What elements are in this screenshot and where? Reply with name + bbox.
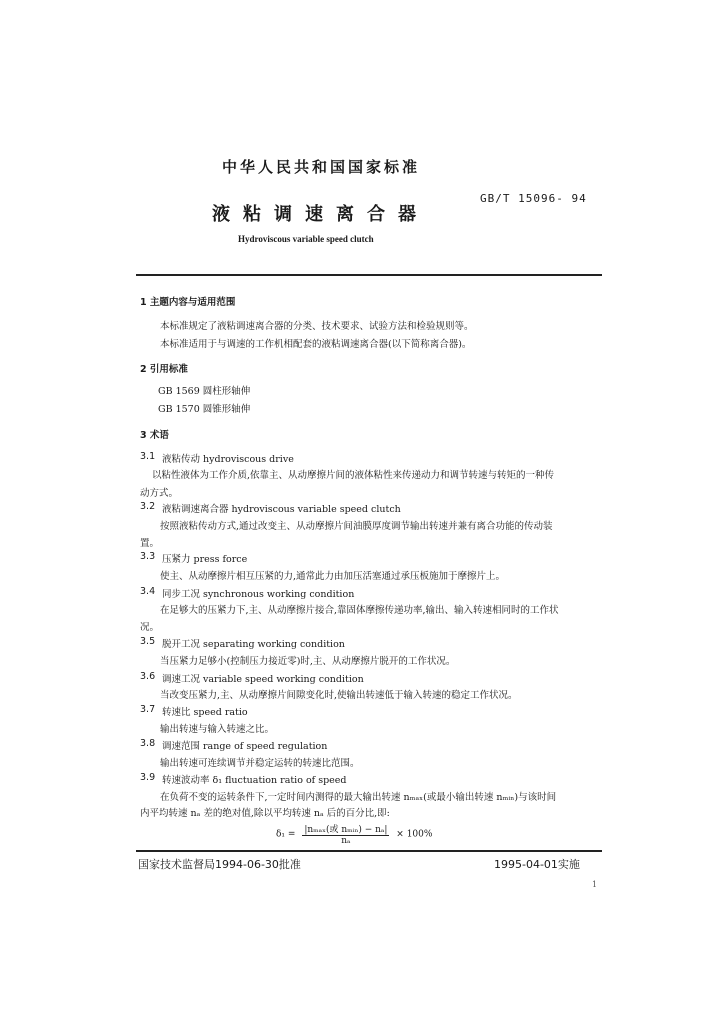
term-3-4-def-line-1: 在足够大的压紧力下,主、从动摩擦片接合,靠固体摩擦传递功率,输出、输入转速相同时的工作状 [160, 605, 559, 616]
term-3-7-def-line-1: 输出转速与输入转速之比。 [160, 724, 275, 735]
term-3-9-def-line-1: 在负荷不变的运转条件下,一定时间内测得的最大输出转速 nₘₐₓ(或最小输出转速 nₘᵢₙ)与该时间 [160, 792, 557, 803]
page-mark: 1 [592, 880, 598, 889]
standard-org-title: 中华人民共和国国家标准 [222, 158, 421, 176]
term-3-6-name: 调速工况 variable speed working condition [162, 674, 364, 685]
term-3-5-number: 3.5 [140, 636, 156, 647]
term-3-9-def-line-2: 内平均转速 nₐ 差的绝对值,除以平均转速 nₐ 后的百分比,即: [140, 808, 390, 819]
term-3-3-def-line-1: 使主、从动摩擦片相互压紧的力,通常此力由加压活塞通过承压板施加于摩擦片上。 [160, 571, 506, 582]
standard-number: GB/T 15096- 94 [480, 192, 587, 205]
footer-divider [136, 850, 602, 852]
term-3-1-def-line-1: 以粘性液体为工作介质,依靠主、从动摩擦片间的液体粘性来传递动力和调节转速与转矩的一种传 [152, 470, 555, 481]
term-3-8-name: 调速范围 range of speed regulation [162, 741, 328, 752]
term-3-6-number: 3.6 [140, 671, 156, 682]
approval-date: 国家技术监督局1994-06-30批准 [138, 858, 301, 871]
fluctuation-ratio-formula [276, 822, 432, 846]
term-3-3-name: 压紧力 press force [162, 554, 248, 565]
term-3-1-name: 液粘传动 hydroviscous drive [162, 454, 294, 465]
term-3-8-def-line-1: 输出转速可连续调节并稳定运转的转速比范围。 [160, 758, 360, 769]
document-title-en: Hydroviscous variable speed clutch [238, 234, 374, 244]
formula-numerator: |nₘₐₓ(或 nₘᵢₙ) − nₐ| [302, 822, 389, 836]
document-title-zh: 液粘调速离合器 [212, 204, 429, 225]
section-1-para-2: 本标准适用于与调速的工作机相配套的液粘调速离合器(以下简称离合器)。 [160, 339, 472, 350]
term-3-6-def-line-1: 当改变压紧力,主、从动摩擦片间隙变化时,使输出转速低于输入转速的稳定工作状况。 [160, 690, 518, 701]
term-3-9-number: 3.9 [140, 772, 156, 783]
section-1-para-1: 本标准规定了液粘调速离合器的分类、技术要求、试验方法和检验规则等。 [160, 321, 474, 332]
term-3-7-name: 转速比 speed ratio [162, 707, 248, 718]
reference-gb1569: GB 1569 圆柱形轴伸 [158, 386, 251, 397]
term-3-2-def-line-1: 按照液粘传动方式,通过改变主、从动摩擦片间油膜厚度调节输出转速并兼有离合功能的传动装 [160, 521, 553, 532]
term-3-9-name: 转速波动率 δ₁ fluctuation ratio of speed [162, 775, 347, 786]
term-3-5-name: 脱开工况 separating working condition [162, 639, 345, 650]
formula-denominator: nₐ [341, 836, 351, 846]
term-3-1-number: 3.1 [140, 451, 156, 462]
term-3-1-def-line-2: 动方式。 [140, 488, 179, 499]
term-3-2-name: 液粘调速离合器 hydroviscous variable speed clutch [162, 504, 401, 515]
term-3-3-number: 3.3 [140, 551, 156, 562]
section-2-heading: 2 引用标准 [140, 364, 188, 375]
term-3-8-number: 3.8 [140, 738, 156, 749]
term-3-2-number: 3.2 [140, 501, 156, 512]
term-3-7-number: 3.7 [140, 704, 156, 715]
section-1-heading: 1 主题内容与适用范围 [140, 297, 236, 308]
term-3-4-number: 3.4 [140, 586, 156, 597]
formula-fraction [302, 822, 389, 846]
reference-gb1570: GB 1570 圆锥形轴伸 [158, 404, 251, 415]
term-3-5-def-line-1: 当压紧力足够小(控制压力接近零)时,主、从动摩擦片脱开的工作状况。 [160, 656, 456, 667]
term-3-4-name: 同步工况 synchronous working condition [162, 589, 355, 600]
term-3-2-def-line-2: 置。 [140, 538, 160, 549]
section-3-heading: 3 术语 [140, 430, 169, 441]
header-divider [136, 274, 602, 276]
formula-rhs: × 100% [396, 829, 433, 840]
formula-lhs: δ₁ = [276, 829, 296, 840]
effective-date: 1995-04-01实施 [494, 858, 580, 871]
term-3-4-def-line-2: 况。 [140, 622, 160, 633]
